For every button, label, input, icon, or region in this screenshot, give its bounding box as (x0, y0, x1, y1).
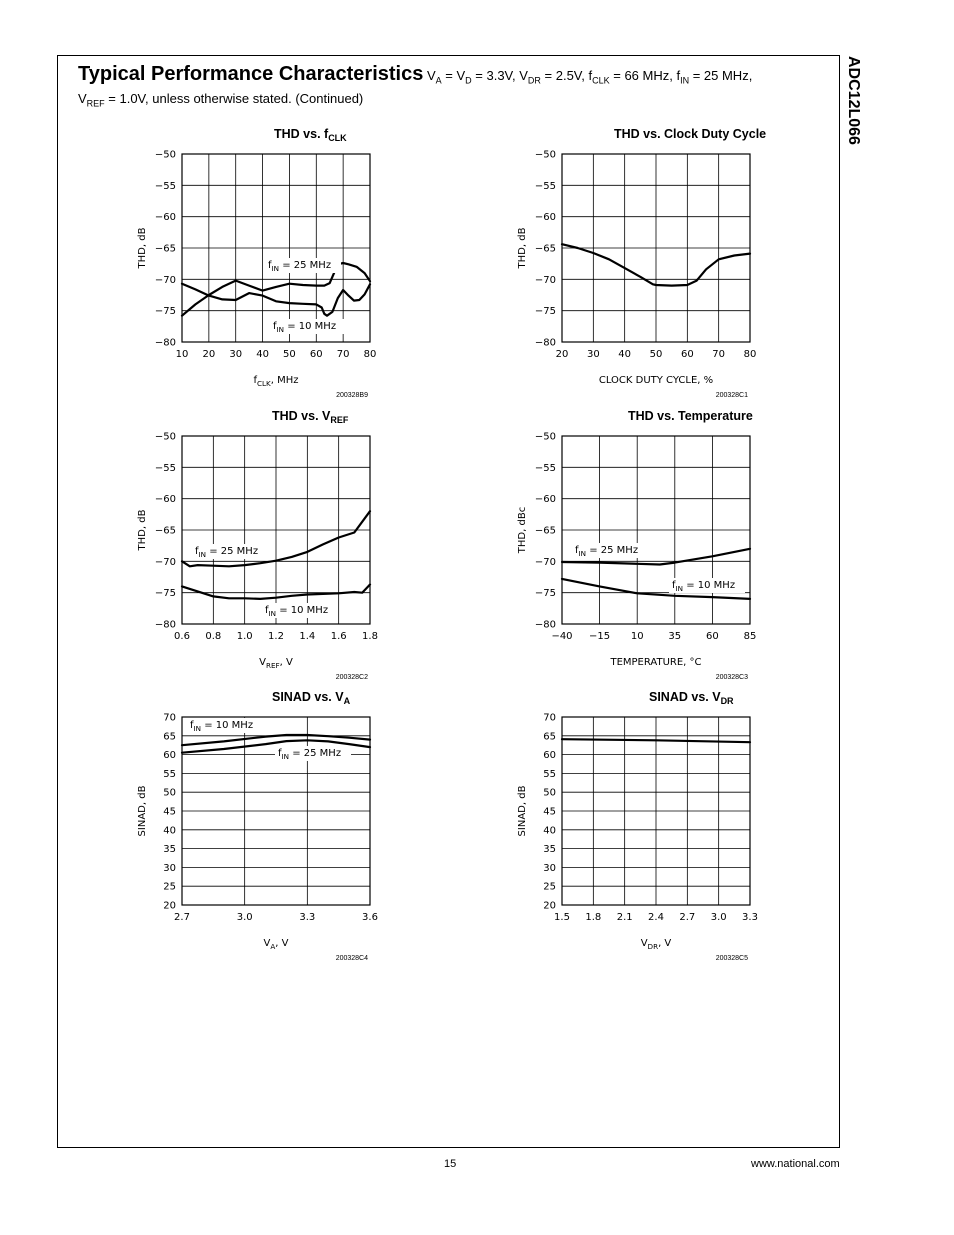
x-tick-label: 2.7 (174, 912, 190, 923)
chart-sinad-vs-va (125, 687, 378, 962)
y-tick-label: 30 (163, 862, 176, 874)
y-tick-label: 60 (163, 750, 176, 762)
x-axis-label (609, 657, 701, 668)
series-annotation-part: = 25 MHz (279, 260, 332, 271)
series-annotation-part: = 25 MHz (586, 545, 639, 556)
x-tick-label: −15 (589, 631, 611, 642)
x-tick-label: 2.1 (616, 912, 633, 923)
y-tick-label: −50 (154, 149, 176, 161)
x-axis-label-part: V (640, 938, 648, 949)
y-tick-label: −55 (154, 180, 176, 192)
y-tick-label: 35 (163, 844, 176, 856)
x-tick-label: 10 (175, 349, 189, 360)
x-axis-label-part: , MHz (270, 375, 299, 386)
y-tick-label: 50 (163, 787, 176, 799)
series-annotation-part: IN (281, 752, 290, 761)
x-tick-label: 3.3 (299, 912, 316, 923)
chart-thd-vs-vref (125, 406, 378, 681)
figure-id: 200328C1 (715, 392, 748, 399)
y-tick-label: −80 (154, 619, 176, 631)
part-number: ADC12L066 (845, 56, 862, 145)
series-annotation-part: IN (578, 549, 587, 558)
y-tick-label: −70 (534, 274, 556, 286)
series-annotation-part: f (278, 748, 282, 759)
x-tick-label: 40 (618, 349, 632, 360)
x-axis-label (259, 657, 293, 670)
x-axis-label (641, 938, 672, 951)
chart-thd-vs-duty-cycle (505, 124, 767, 399)
series-annotation-part: f (273, 321, 277, 332)
chart-title-part: THD vs. f (274, 127, 329, 141)
series-annotation-part: = 10 MHz (683, 580, 736, 591)
y-tick-label: −65 (154, 525, 176, 537)
y-tick-label: −70 (154, 274, 176, 286)
x-tick-label: 2.4 (648, 912, 664, 923)
series-annotation-part: IN (675, 584, 684, 593)
y-tick-label: −60 (154, 494, 176, 506)
x-tick-label: 20 (555, 349, 569, 360)
x-axis-label-part: CLOCK DUTY CYCLE, % (598, 375, 714, 386)
x-tick-label: 3.6 (362, 912, 378, 923)
thd-vs-fclk-svg (125, 124, 375, 399)
chart-title-part: A (343, 696, 351, 706)
thd-vs-duty-cycle-svg (505, 124, 767, 399)
x-tick-label: 70 (336, 349, 350, 360)
y-tick-label: −50 (154, 431, 176, 443)
chart-title-part: SINAD vs. V (272, 690, 344, 704)
series-annotation-part: IN (193, 724, 202, 733)
figure-id: 200328C2 (335, 674, 368, 681)
series-annotation-part: = 25 MHz (206, 546, 259, 557)
y-tick-label: −75 (534, 306, 556, 318)
x-tick-label: 2.7 (679, 912, 696, 923)
y-tick-label: −65 (534, 243, 556, 255)
x-tick-label: 50 (649, 349, 663, 360)
y-tick-label: −55 (154, 462, 176, 474)
y-tick-label: 70 (163, 712, 176, 724)
y-tick-label: 45 (543, 806, 556, 818)
chart-title-part: THD vs. V (272, 409, 331, 423)
x-tick-label: 1.5 (554, 912, 570, 923)
x-tick-label: 80 (363, 349, 377, 360)
figure-id: 200328B9 (336, 392, 368, 399)
y-tick-label: 30 (543, 862, 556, 874)
series-annotation-part: = 10 MHz (201, 720, 254, 731)
x-tick-label: 60 (706, 631, 719, 642)
y-tick-label: −55 (534, 462, 556, 474)
thd-vs-vref-svg (125, 406, 378, 681)
y-tick-label: 40 (163, 825, 176, 837)
x-axis-label (599, 375, 713, 386)
y-tick-label: 25 (543, 881, 556, 893)
x-tick-label: 35 (668, 631, 682, 642)
chart-title-part: THD vs. Clock Duty Cycle (614, 127, 767, 141)
y-axis-label: THD, dB (137, 227, 148, 269)
chart-sinad-vs-vdr (505, 687, 758, 962)
y-tick-label: −75 (154, 588, 176, 600)
chart-title-part: THD vs. Temperature (628, 409, 753, 423)
y-tick-label: −75 (534, 588, 556, 600)
chart-title-part: DR (720, 696, 734, 706)
conditions-line-2: $V_{REF} = 1.0V$, unless otherwise stated. (Continued) (78, 90, 364, 109)
series-annotation-part: IN (268, 609, 277, 618)
website: www.national.com (751, 1158, 840, 1170)
y-tick-label: −60 (534, 494, 556, 506)
side-title (836, 56, 868, 216)
sinad-vs-vdr-svg (505, 687, 758, 962)
figure-id: 200328C5 (715, 955, 748, 962)
y-tick-label: 45 (163, 806, 176, 818)
y-tick-label: −80 (154, 337, 176, 349)
y-tick-label: 65 (163, 731, 176, 743)
x-tick-label: 3.0 (236, 912, 253, 923)
x-tick-label: 3.3 (742, 912, 758, 923)
conditions-line-1: $V_A = V_D = 3.3V$, $V_{DR} = 2.5V$, $f_{CLK} = 66$ MHz, $f_{IN} = 25$ MHz, (426, 68, 753, 86)
x-axis-label (253, 375, 298, 388)
figure-id: 200328C3 (715, 674, 748, 681)
x-tick-label: 50 (283, 349, 296, 360)
y-tick-label: 35 (543, 844, 556, 856)
series-annotation-part: f (575, 545, 579, 556)
y-tick-label: −75 (154, 306, 176, 318)
chart-thd-vs-temperature (505, 406, 755, 681)
x-axis-label (264, 938, 289, 951)
x-tick-label: 0.8 (205, 631, 222, 642)
chart-thd-vs-fclk (125, 124, 375, 399)
series-annotation-part: = 10 MHz (276, 605, 329, 616)
x-tick-label: 0.6 (174, 631, 190, 642)
x-axis-label-part: TEMPERATURE, °C (610, 657, 702, 668)
series-annotation-part: f (265, 605, 269, 616)
y-tick-label: 20 (163, 900, 176, 912)
y-tick-label: 65 (543, 731, 556, 743)
y-tick-label: −60 (154, 212, 176, 224)
y-tick-label: −65 (534, 525, 556, 537)
y-tick-label: −70 (154, 556, 176, 568)
x-axis-label-part: V (259, 657, 266, 668)
x-tick-label: 60 (680, 349, 694, 360)
x-axis-label-part: , V (279, 657, 293, 668)
y-tick-label: −50 (534, 431, 556, 443)
chart-title (272, 690, 351, 706)
x-tick-label: 3.0 (710, 912, 727, 923)
series-annotation-part: f (195, 546, 199, 557)
y-tick-label: −65 (154, 243, 176, 255)
x-tick-label: −40 (551, 631, 573, 642)
chart-title (272, 409, 349, 425)
y-tick-label: 25 (163, 881, 176, 893)
figure-id: 200328C4 (335, 955, 368, 962)
x-tick-label: 1.4 (299, 631, 316, 642)
series-annotation-part: IN (276, 325, 285, 334)
y-tick-label: 55 (163, 768, 176, 780)
y-axis-label: THD, dBc (517, 506, 528, 554)
y-tick-label: −80 (534, 619, 556, 631)
y-axis-label: SINAD, dB (137, 785, 148, 837)
x-axis-label-part: A (270, 942, 276, 951)
x-tick-label: 1.8 (362, 631, 378, 642)
x-tick-label: 30 (229, 349, 243, 360)
y-tick-label: 20 (543, 900, 556, 912)
y-tick-label: 60 (543, 750, 556, 762)
x-axis-label-part: CLK (257, 379, 271, 388)
x-tick-label: 1.6 (330, 631, 347, 642)
x-tick-label: 70 (712, 349, 726, 360)
y-axis-label: SINAD, dB (517, 785, 528, 837)
x-tick-label: 1.2 (268, 631, 284, 642)
chart-title (628, 409, 753, 423)
y-tick-label: −50 (534, 149, 556, 161)
y-tick-label: −70 (534, 556, 556, 568)
series-annotation-part: IN (271, 264, 280, 273)
series-annotation-part: = 10 MHz (284, 321, 337, 332)
chart-title (649, 690, 734, 706)
x-tick-label: 80 (743, 349, 757, 360)
thd-vs-temperature-svg (505, 406, 755, 681)
series-annotation-part: f (672, 580, 676, 591)
y-axis-label: THD, dB (137, 509, 148, 551)
y-tick-label: 70 (543, 712, 556, 724)
x-tick-label: 1.0 (236, 631, 253, 642)
y-tick-label: −80 (534, 337, 556, 349)
x-axis-label-part: REF (265, 661, 280, 670)
chart-title-part: REF (330, 415, 349, 425)
x-tick-label: 10 (630, 631, 644, 642)
x-axis-label-part: f (253, 375, 258, 386)
page-number: 15 (444, 1158, 457, 1170)
x-tick-label: 85 (743, 631, 757, 642)
y-tick-label: 40 (543, 825, 556, 837)
x-axis-label-part: , V (658, 938, 672, 949)
x-tick-label: 40 (256, 349, 269, 360)
y-tick-label: 50 (543, 787, 556, 799)
x-axis-label-part: V (263, 938, 271, 949)
sinad-vs-va-svg (125, 687, 378, 962)
x-tick-label: 30 (586, 349, 600, 360)
x-tick-label: 1.8 (585, 912, 602, 923)
x-axis-label-part: , V (275, 938, 289, 949)
section-title: Typical Performance Characteristics (78, 63, 424, 85)
y-tick-label: −55 (534, 180, 556, 192)
series-annotation-part: f (190, 720, 194, 731)
series-annotation-part: = 25 MHz (289, 748, 342, 759)
x-tick-label: 60 (309, 349, 323, 360)
series-annotation-part: IN (198, 550, 207, 559)
chart-title-part: CLK (328, 133, 347, 143)
chart-title (614, 127, 766, 141)
y-tick-label: −60 (534, 212, 556, 224)
series-annotation-part: f (268, 260, 272, 271)
y-tick-label: 55 (543, 768, 556, 780)
x-axis-label-part: DR (647, 942, 659, 951)
chart-title-part: SINAD vs. V (649, 690, 721, 704)
x-tick-label: 20 (202, 349, 216, 360)
y-axis-label: THD, dB (517, 227, 528, 269)
section-heading (78, 64, 818, 113)
chart-title (274, 127, 347, 143)
